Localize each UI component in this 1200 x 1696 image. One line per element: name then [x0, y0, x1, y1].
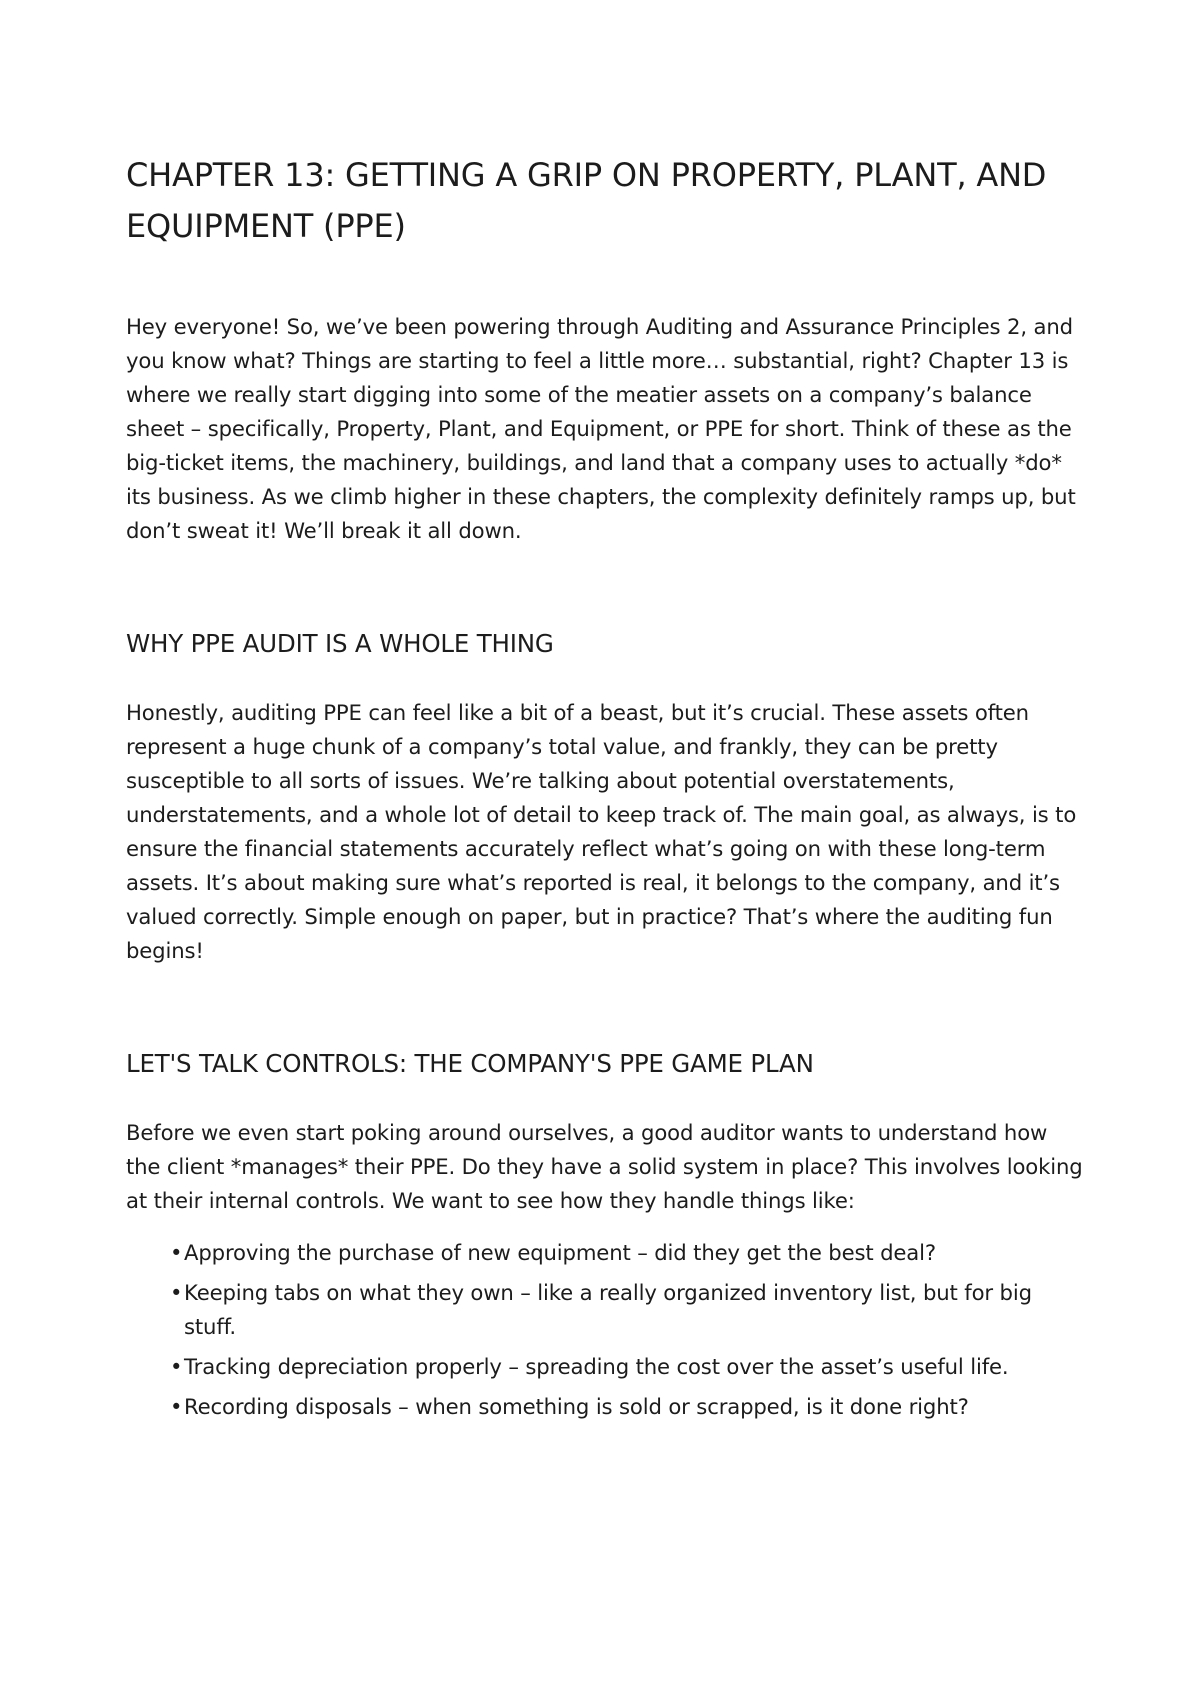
list-item-text: Tracking depreciation properly – spreading the cost over the asset’s useful life.: [184, 1354, 1009, 1379]
list-item-text: Keeping tabs on what they own – like a really organized inventory list, but for big stuff.: [184, 1280, 1032, 1339]
section-heading-why-ppe: WHY PPE AUDIT IS A WHOLE THING: [126, 629, 554, 658]
list-item: [170, 1350, 1086, 1384]
document-page: [126, 150, 1086, 1430]
list-item-text: Approving the purchase of new equipment – did they get the best deal?: [184, 1240, 936, 1265]
list-item: [170, 1236, 1086, 1270]
bullet-icon: •: [170, 1280, 183, 1305]
bullet-icon: •: [170, 1240, 183, 1265]
controls-bullet-list: [170, 1236, 1086, 1424]
section-body-why-ppe: Honestly, auditing PPE can feel like a bit of a beast, but it’s crucial. These assets often represent a huge chunk of a company’s total value, and frankly, they can be pretty susceptible to all sorts of issues. We’re talking about potential overstatements, understatements, and a whole lot of detail to keep track of. The main goal, as always, is to ensure the financial statements accurately reflect what’s going on with these long-term assets. It’s about making sure what’s reported is real, it belongs to the company, and it’s valued correctly. Simple enough on paper, but in practice? That’s where the auditing fun begins!: [126, 700, 1077, 963]
section-heading-controls: LET'S TALK CONTROLS: THE COMPANY'S PPE GAME PLAN: [126, 1049, 814, 1078]
bullet-icon: •: [170, 1354, 183, 1379]
intro-paragraph: Hey everyone! So, we’ve been powering through Auditing and Assurance Principles 2, and you know what? Things are starting to feel a little more… substantial, right? Chapter 13 is where we really start digging into some of the meatier assets on a company’s balance sheet – specifically, Property, Plant, and Equipment, or PPE for short. Think of these as the big-ticket items, the machinery, buildings, and land that a company uses to actually *do* its business. As we climb higher in these chapters, the complexity definitely ramps up, but don’t sweat it! We’ll break it all down.: [126, 314, 1076, 543]
list-item: [170, 1276, 1086, 1344]
list-item: [170, 1390, 1086, 1424]
list-item-text: Recording disposals – when something is sold or scrapped, is it done right?: [184, 1394, 969, 1419]
section-body-controls: Before we even start poking around ourselves, a good auditor wants to understand how the client *manages* their PPE. Do they have a solid system in place? This involves looking at their internal controls. We want to see how they handle things like:: [126, 1120, 1083, 1213]
page-title: CHAPTER 13: GETTING A GRIP ON PROPERTY, PLANT, AND EQUIPMENT (PPE): [126, 156, 1047, 245]
bullet-icon: •: [170, 1394, 183, 1419]
